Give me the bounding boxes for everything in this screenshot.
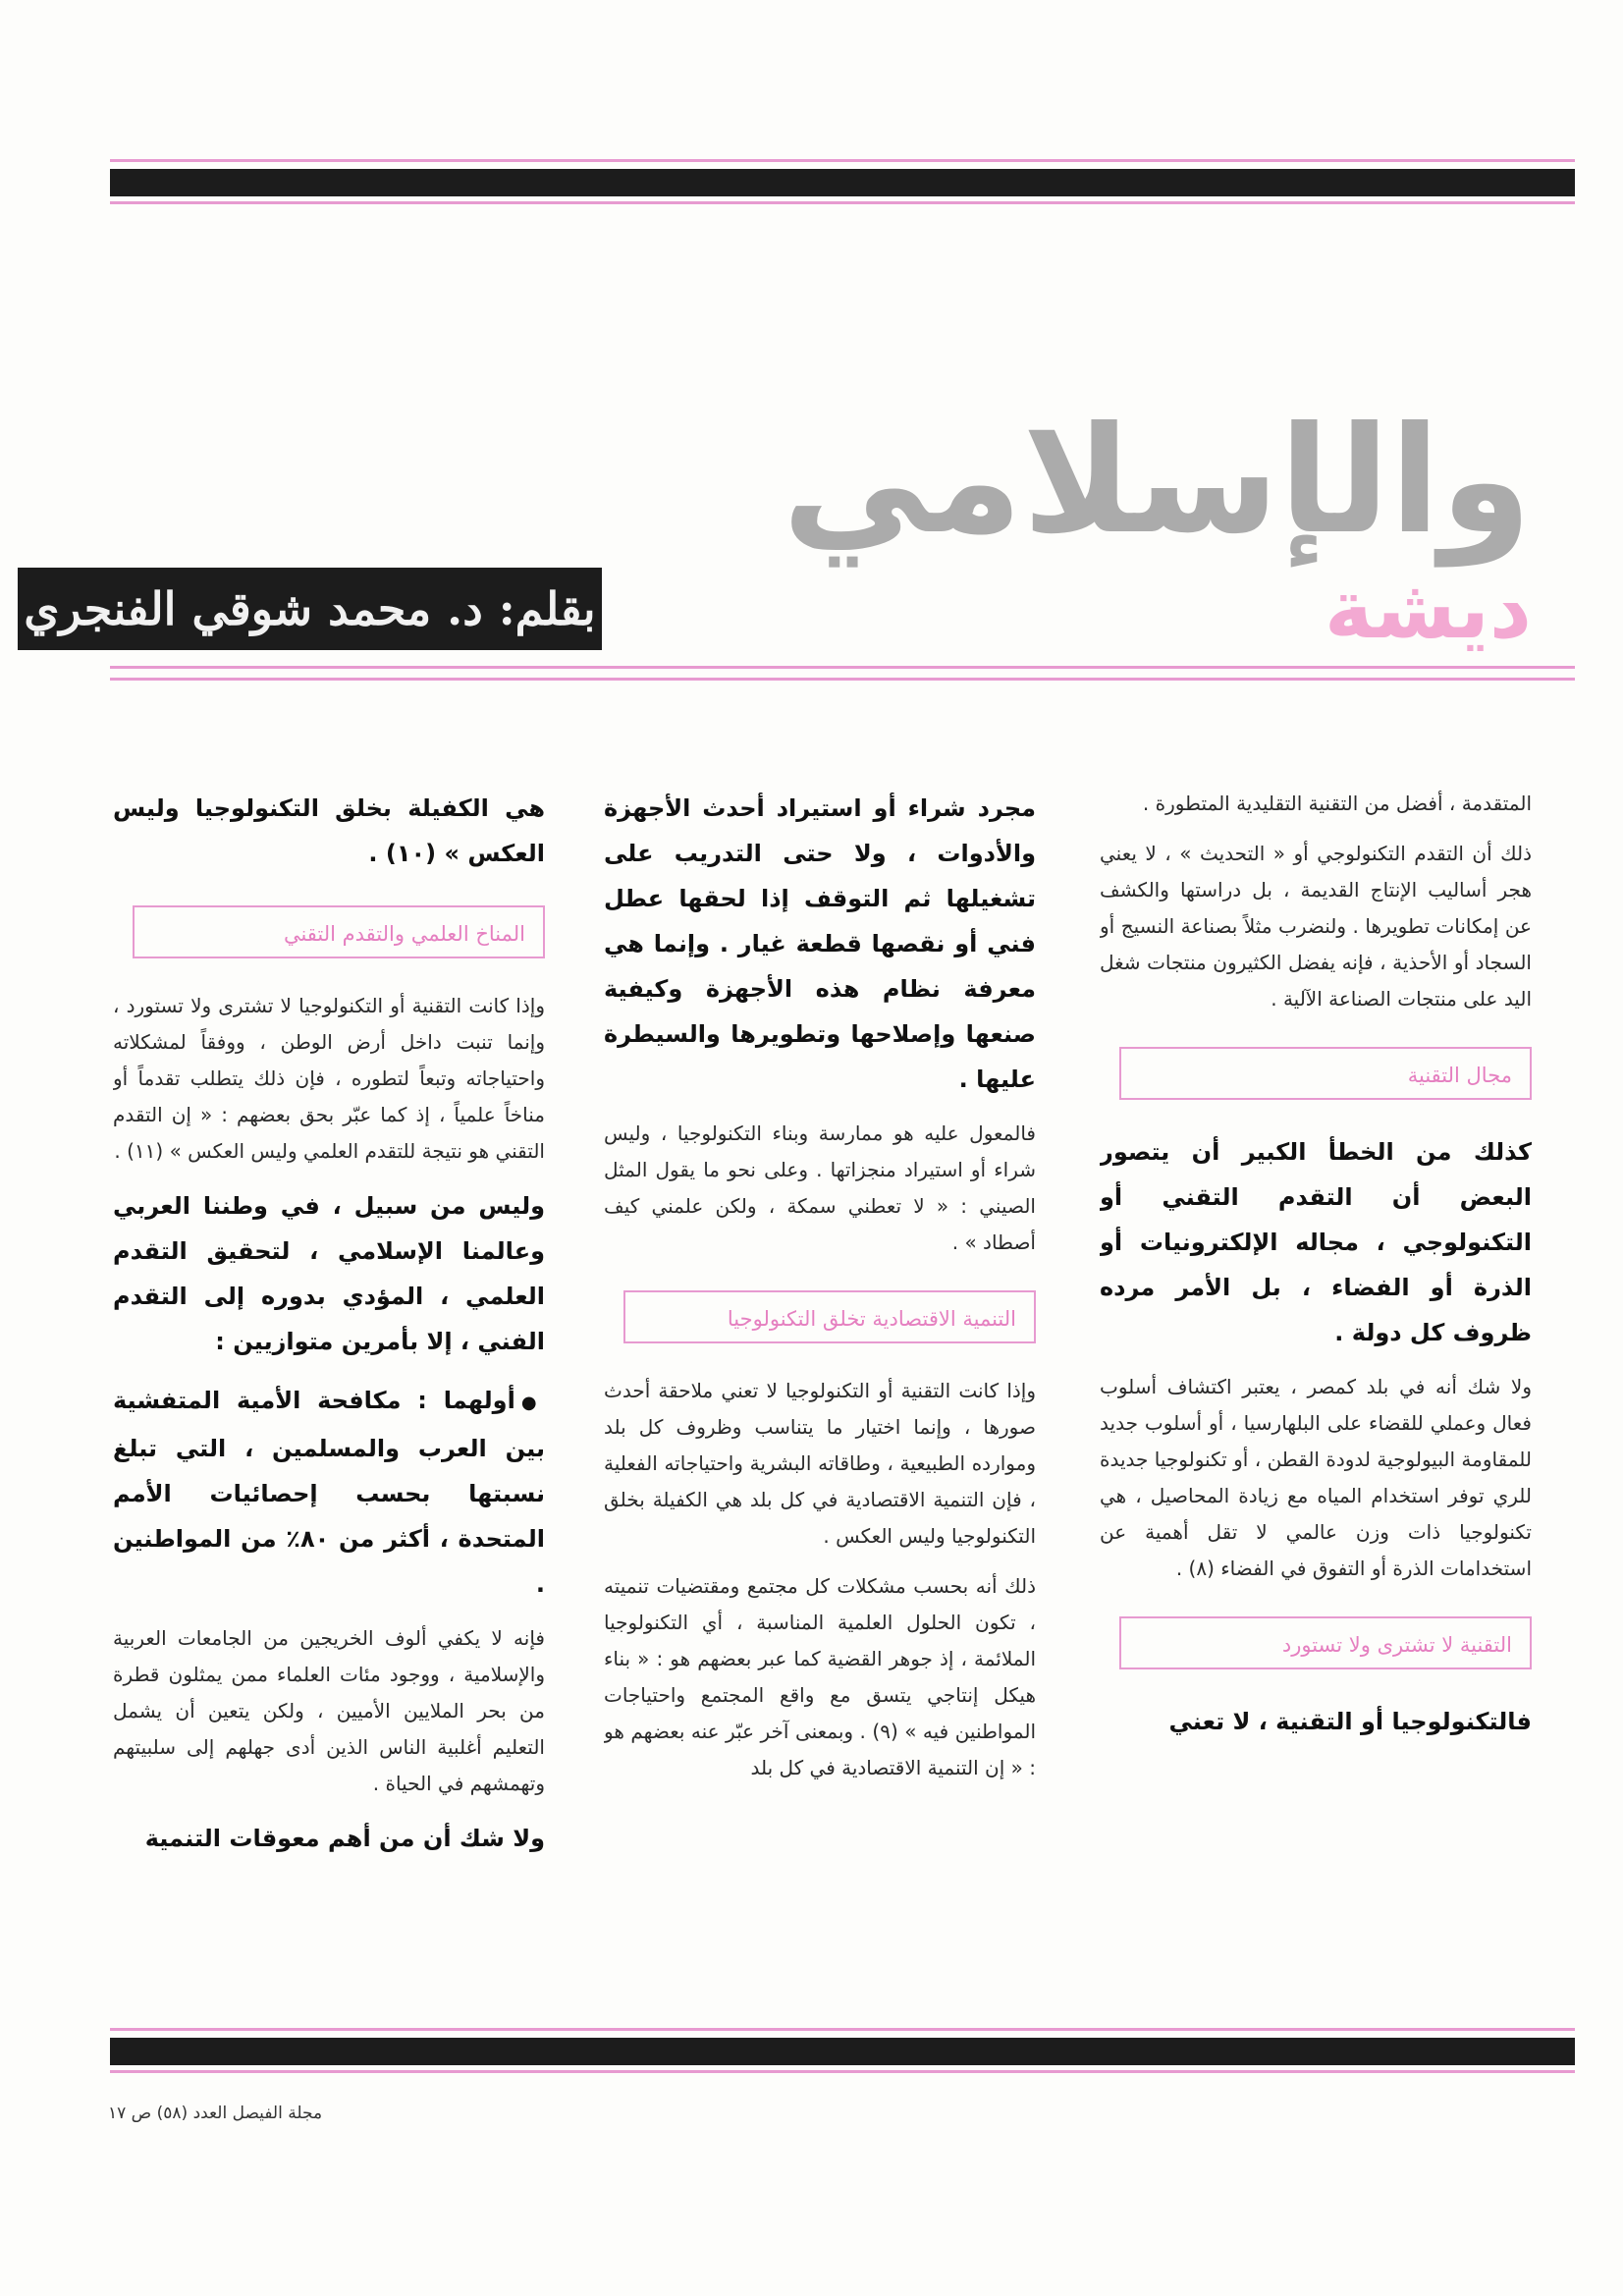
column-right — [1100, 786, 1532, 2013]
paragraph: فالمعول عليه هو ممارسة وبناء التكنولوجيا ، وليس شراء أو استيراد منجزاتها . وعلى نحو ما يقول المثل الصيني : « لا تعطني سمكة ، ولكن علمني كيف أصطاد » . — [604, 1121, 1036, 1254]
section-heading-box — [623, 1290, 1036, 1343]
top-black-bar — [110, 169, 1575, 196]
section-heading: التقنية لا تشترى ولا تستورد — [1281, 1633, 1512, 1657]
column-left — [113, 786, 545, 2013]
paragraph: ولا شك أنه في بلد كمصر ، يعتبر اكتشاف أسلوب فعال وعملي للقضاء على البلهارسيا ، أو أسلوب جديد للمقاومة البيولوجية لدودة القطن ، أو تكنولوجيا جديدة للري توفر استخدام المياه مع زيادة المحاصيل ، هي تكنولوجيا ذات وزن عالمي لا تقل أهمية عن استخدامات الذرة أو التفوق في الفضاء (٨) . — [1100, 1375, 1532, 1580]
section-heading-box — [1119, 1047, 1532, 1100]
paragraph: وإذا كانت التقنية أو التكنولوجيا لا تشترى ولا تستورد ، وإنما تنبت داخل أرض الوطن ، ووفقاً لمشكلاته واحتياجاته وتبعاً لتطوره ، فإن ذلك يتطلب تقدماً أو مناخاً علمياً ، إذ كما عبّر بحق بعضهم : « إن التقدم التقني هو نتيجة للتقدم العلمي وليس العكس » (١١) . — [113, 994, 545, 1163]
bold-paragraph: فالتكنولوجيا أو التقنية ، لا تعني — [1168, 1708, 1532, 1735]
header-pink-line-1 — [110, 666, 1575, 669]
bullet-icon: ● — [520, 1393, 545, 1413]
page-footer: مجلة الفيصل العدد (٥٨) ص ١٧ — [108, 2104, 323, 2123]
paragraph: ذلك أنه بحسب مشكلات كل مجتمع ومقتضيات تنميته ، تكون الحلول العلمية المناسبة ، أي التكنولوجيا الملائمة ، إذ جوهر القضية كما عبر بعضهم هو : « بناء هيكل إنتاجي يتسق مع واقع المجتمع واحتياجات المواطنين فيه » (٩) . وبمعنى آخر عبّر عنه بعضهم هو : « إن التنمية الاقتصادية في كل بلد — [604, 1574, 1036, 1779]
bullet-text: أولهما : مكافحة الأمية المتفشية بين العرب والمسلمين ، التي تبلغ نسبتها بحسب إحصائيات الأمم المتحدة ، أكثر من ٨٠٪ من المواطنين . — [113, 1387, 545, 1598]
section-heading: مجال التقنية — [1407, 1064, 1512, 1087]
article-subtitle: ديشة — [1324, 561, 1532, 657]
author-byline: بقلم: د. محمد شوقي الفنجري — [18, 568, 602, 650]
bold-paragraph: كذلك من الخطأ الكبير أن يتصور البعض أن التقدم التقني أو التكنولوجي ، مجاله الإلكترونيات أو الذرة أو الفضاء ، بل الأمر مرده ظروف كل دولة . — [1100, 1138, 1532, 1346]
section-heading: التنمية الاقتصادية تخلق التكنولوجيا — [727, 1307, 1016, 1331]
paragraph: المتقدمة ، أفضل من التقنية التقليدية المتطورة . — [1142, 792, 1532, 815]
top-pink-line-2 — [110, 201, 1575, 204]
section-heading-box — [133, 905, 545, 958]
bottom-black-bar — [110, 2038, 1575, 2065]
bold-paragraph: مجرد شراء أو استيراد أحدث الأجهزة والأدوات ، ولا حتى التدريب على تشغيلها ثم التوقف إذا لحقها عطل فني أو نقصها قطعة غيار . وإنما هي معرفة نظام هذه الأجهزة وكيفية صنعها وإصلاحها وتطويرها والسيطرة عليها . — [604, 794, 1036, 1093]
top-pink-line-1 — [110, 159, 1575, 162]
bold-paragraph — [113, 1378, 545, 1607]
paragraph: وإذا كانت التقنية أو التكنولوجيا لا تعني ملاحقة أحدث صورها ، وإنما اختيار ما يتناسب وظروف كل بلد وموارده الطبيعية ، وطاقاته البشرية واحتياجاته الفعلية ، فإن التنمية الاقتصادية في كل بلد هي الكفيلة بخلق التكنولوجيا وليس العكس . — [604, 1379, 1036, 1548]
section-heading-box — [1119, 1616, 1532, 1669]
bold-paragraph: وليس من سبيل ، في وطننا العربي وعالمنا الإسلامي ، لتحقيق التقدم العلمي ، المؤدي بدوره إلى التقدم الفني ، إلا بأمرين متوازيين : — [113, 1192, 545, 1355]
bottom-pink-line-2 — [110, 2070, 1575, 2073]
article-title: والإسلامي — [782, 396, 1532, 567]
bold-paragraph: هي الكفيلة بخلق التكنولوجيا وليس العكس » (١٠) . — [113, 794, 545, 867]
paragraph: ذلك أن التقدم التكنولوجي أو « التحديث » ، لا يعني هجر أساليب الإنتاج القديمة ، بل دراستها والكشف عن إمكانات تطويرها . ولنضرب مثلاً بصناعة النسيج أو السجاد أو الأحذية ، فإنه يفضل الكثيرون منتجات شغل اليد على منتجات الصناعة الآلية . — [1100, 842, 1532, 1011]
header-pink-line-2 — [110, 678, 1575, 681]
column-middle — [604, 786, 1036, 2013]
bold-paragraph: ولا شك أن من أهم معوقات التنمية — [144, 1825, 545, 1852]
bottom-pink-line-1 — [110, 2028, 1575, 2031]
paragraph: فإنه لا يكفي ألوف الخريجين من الجامعات العربية والإسلامية ، ووجود مئات العلماء ممن يمثلون قطرة من بحر الملايين الأميين ، ولكن يتعين أن يشمل التعليم أغلبية الناس الذين أدى جهلهم إلى سلبيتهم وتهمشهم في الحياة . — [113, 1626, 545, 1795]
section-heading: المناخ العلمي والتقدم التقني — [283, 922, 525, 946]
